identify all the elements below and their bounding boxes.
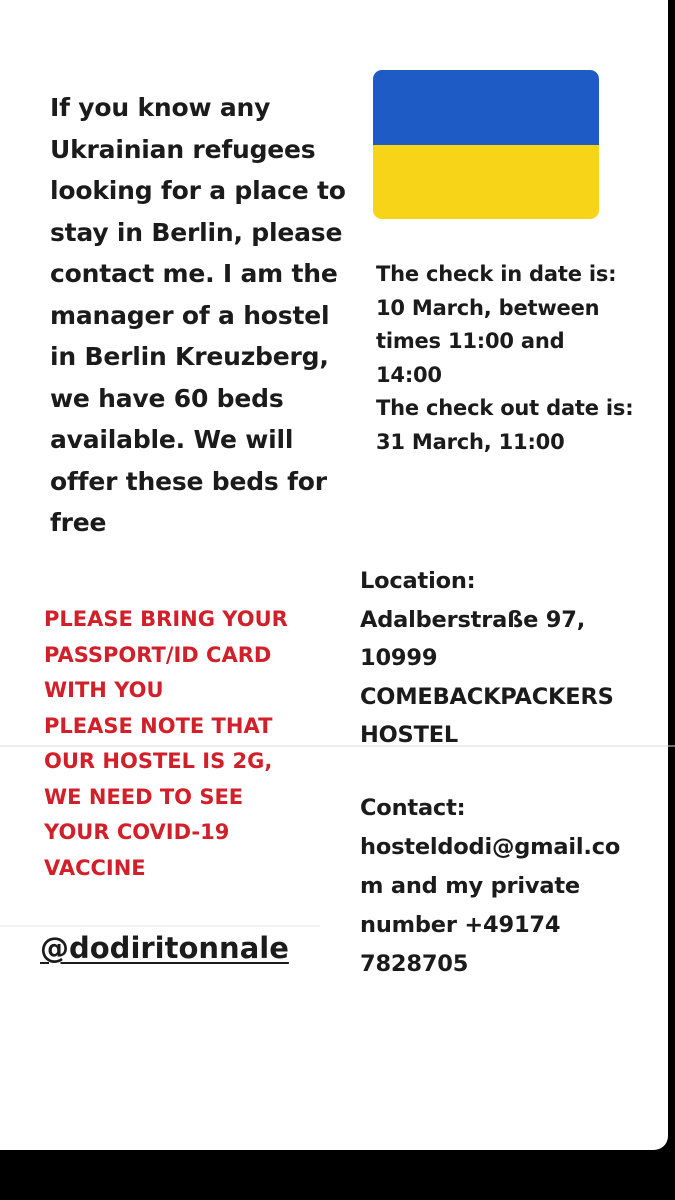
contact-heading: Contact: — [360, 795, 466, 821]
checkout-line: 31 March, 11:00 — [376, 429, 565, 454]
intro-line: available. We will — [50, 425, 294, 454]
contact-line: number +49174 — [360, 912, 561, 938]
location-line: COMEBACKPACKERS — [360, 683, 614, 710]
intro-line: contact me. I am the — [50, 259, 338, 288]
flag-blue-stripe — [373, 70, 599, 145]
intro-line: free — [50, 508, 107, 537]
location-info — [360, 562, 675, 755]
checkin-line: 14:00 — [376, 362, 442, 387]
notice-line: WE NEED TO SEE — [44, 784, 244, 809]
notice-line: WITH YOU — [44, 678, 164, 702]
intro-line: Ukrainian refugees — [50, 134, 316, 164]
notice-line: OUR HOSTEL IS 2G, — [44, 749, 273, 773]
flag-yellow-stripe — [373, 145, 599, 220]
location-line: HOSTEL — [360, 722, 459, 748]
contact-line: 7828705 — [360, 951, 469, 977]
checkin-info — [376, 258, 671, 459]
contact-info — [360, 789, 675, 984]
checkin-line: 10 March, between — [376, 295, 600, 320]
notice-line: PLEASE NOTE THAT — [44, 713, 273, 738]
location-line: Adalberstraße 97, — [360, 606, 586, 633]
checkin-line: times 11:00 and — [376, 329, 565, 353]
mention-handle[interactable]: @dodiritonnale — [40, 931, 289, 965]
checkout-line: The check out date is: — [376, 396, 634, 420]
location-heading: Location: — [360, 568, 476, 594]
location-line: 10999 — [360, 645, 438, 671]
intro-text — [50, 87, 380, 544]
notice-line: VACCINE — [44, 855, 146, 880]
intro-line: stay in Berlin, please — [50, 217, 343, 247]
notice-text — [44, 602, 344, 886]
notice-line: PASSPORT/ID CARD — [44, 642, 272, 667]
checkin-line: The check in date is: — [376, 262, 617, 286]
intro-line: If you know any — [50, 93, 271, 122]
intro-line: looking for a place to — [50, 176, 346, 205]
intro-line: we have 60 beds — [50, 383, 284, 413]
intro-line: in Berlin Kreuzberg, — [50, 342, 329, 371]
contact-line: m and my private — [360, 873, 580, 899]
contact-line: hosteldodi@gmail.co — [360, 834, 621, 860]
notice-line: PLEASE BRING YOUR — [44, 607, 288, 631]
intro-line: offer these beds for — [50, 466, 327, 496]
notice-line: YOUR COVID-19 — [44, 820, 230, 844]
ukraine-flag-icon — [373, 70, 599, 219]
intro-line: manager of a hostel — [50, 300, 330, 330]
